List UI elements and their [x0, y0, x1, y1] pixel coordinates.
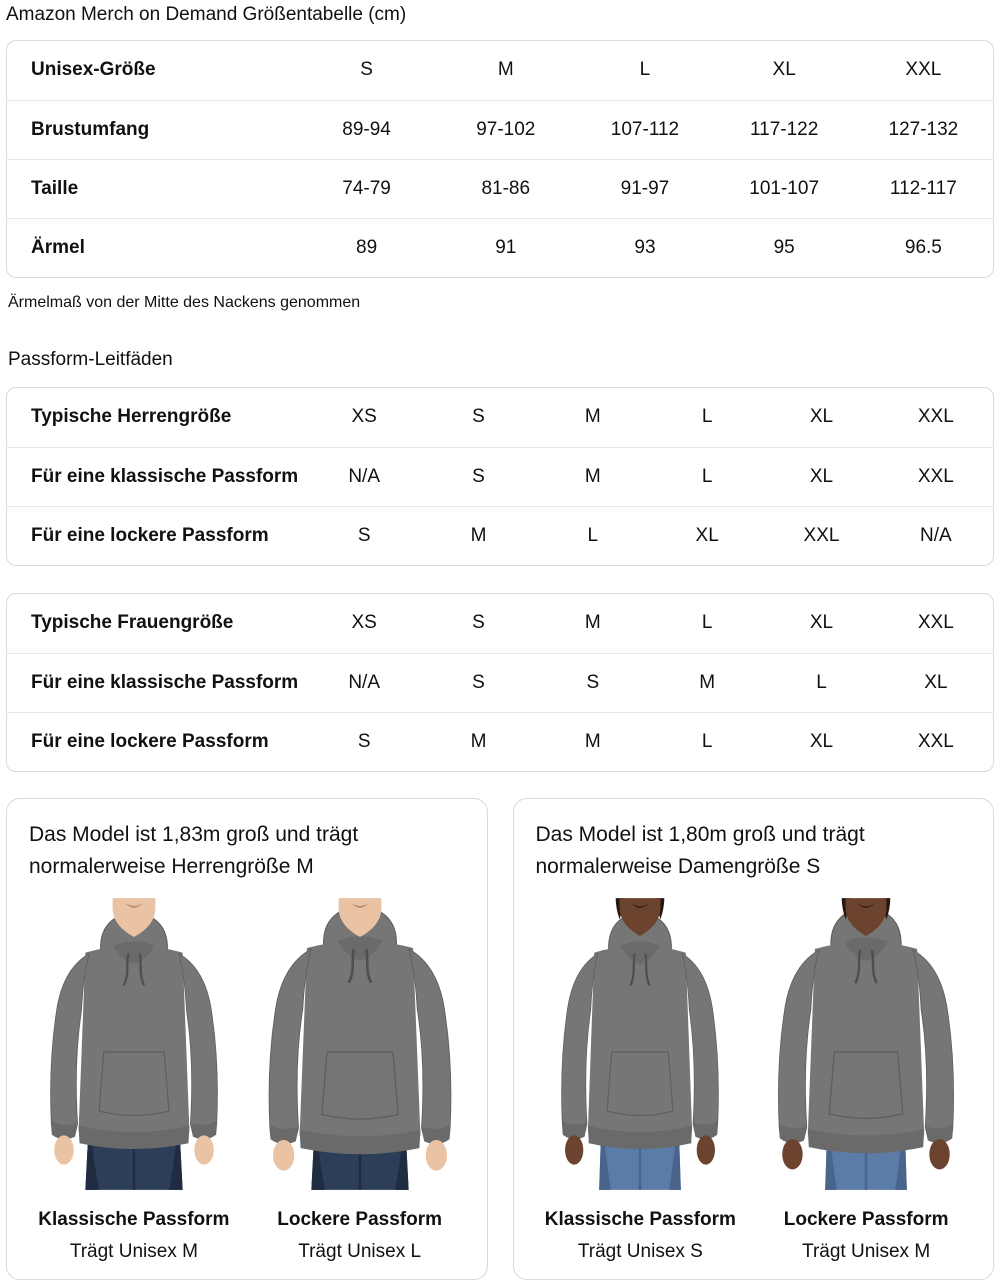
- model-description: Das Model ist 1,80m groß und trägt normalerweise Damengröße S: [535, 823, 865, 878]
- men-model-card: [6, 798, 488, 1280]
- size-value: S: [421, 447, 535, 506]
- size-value: M: [536, 712, 650, 771]
- fit-label: Lockere Passform: [277, 1209, 442, 1230]
- size-value: M: [497, 59, 514, 81]
- size-value: S: [307, 506, 421, 565]
- measurement-value: 74-79: [297, 159, 436, 218]
- size-value: L: [701, 406, 713, 428]
- fit-label: Lockere Passform: [783, 1209, 949, 1230]
- measurement-value: 107-112: [575, 100, 714, 159]
- measurement-value: 89: [297, 218, 436, 277]
- row-label: Für eine klassische Passform: [7, 447, 307, 506]
- size-value: L: [701, 612, 713, 634]
- table-row: [7, 159, 993, 218]
- table-row: [7, 100, 993, 159]
- fit-label: Klassische Passform: [38, 1209, 230, 1230]
- size-value: XL: [809, 612, 834, 634]
- size-value: N/A: [307, 447, 421, 506]
- size-value: XL: [879, 653, 993, 712]
- size-value: M: [650, 653, 764, 712]
- table-row: [7, 41, 993, 100]
- measurement-value: 81-86: [436, 159, 575, 218]
- measurement-value: 96.5: [854, 218, 993, 277]
- size-value: XXL: [917, 406, 954, 428]
- fit-guides-heading: Passform-Leitfäden: [8, 349, 173, 370]
- man-classic-fit-photo: [27, 891, 241, 1197]
- measurement-value: 117-122: [715, 100, 854, 159]
- woman-classic-fit-photo: [533, 891, 747, 1197]
- measurement-value: 91: [436, 218, 575, 277]
- size-value: XL: [764, 447, 878, 506]
- size-value: L: [536, 506, 650, 565]
- sleeve-measure-note: Ärmelmaß von der Mitte des Nackens genommen: [8, 294, 361, 311]
- row-label: Typische Frauengröße: [31, 612, 234, 634]
- row-label: Für eine lockere Passform: [7, 712, 307, 771]
- measurement-value: 95: [715, 218, 854, 277]
- size-value: M: [584, 406, 601, 428]
- size-value: S: [360, 59, 373, 81]
- model-cards-row: [6, 798, 994, 1282]
- size-value: XXL: [879, 447, 993, 506]
- size-value: XS: [351, 406, 377, 428]
- unisex-size-table: [6, 40, 994, 278]
- row-label: Taille: [7, 159, 297, 218]
- size-value: M: [421, 506, 535, 565]
- size-value: XL: [772, 59, 796, 81]
- row-label: Unisex-Größe: [31, 59, 156, 81]
- man-loose-fit-photo: [253, 891, 467, 1197]
- table-row: [7, 388, 993, 447]
- size-value: XL: [650, 506, 764, 565]
- table-row: [7, 712, 993, 771]
- row-label: Typische Herrengröße: [31, 406, 232, 428]
- worn-size-label: Trägt Unisex M: [802, 1241, 931, 1262]
- photo-classic-fit: [21, 891, 247, 1263]
- size-value: XS: [351, 612, 377, 634]
- measurement-value: 127-132: [854, 100, 993, 159]
- fit-label: Klassische Passform: [544, 1209, 736, 1230]
- size-value: L: [650, 712, 764, 771]
- size-value: XXL: [879, 712, 993, 771]
- size-value: XXL: [905, 59, 942, 81]
- table-row: [7, 506, 993, 565]
- measurement-value: 91-97: [575, 159, 714, 218]
- model-photos: [21, 891, 473, 1263]
- size-value: XL: [809, 406, 834, 428]
- worn-size-label: Trägt Unisex S: [577, 1241, 703, 1262]
- size-value: L: [764, 653, 878, 712]
- worn-size-label: Trägt Unisex M: [69, 1241, 198, 1262]
- men-fit-table: [6, 387, 994, 566]
- table-row: [7, 218, 993, 277]
- size-value: M: [421, 712, 535, 771]
- size-value: XL: [764, 712, 878, 771]
- table-row: [7, 653, 993, 712]
- size-value: L: [650, 447, 764, 506]
- measurement-value: 101-107: [715, 159, 854, 218]
- measurement-value: 89-94: [297, 100, 436, 159]
- photo-loose-fit: [247, 891, 473, 1263]
- row-label: Für eine lockere Passform: [7, 506, 307, 565]
- size-value: XXL: [917, 612, 954, 634]
- women-fit-table: [6, 593, 994, 772]
- size-value: S: [421, 653, 535, 712]
- size-value: S: [472, 612, 485, 634]
- row-label: Für eine klassische Passform: [7, 653, 307, 712]
- model-description: Das Model ist 1,83m groß und trägt normalerweise Herrengröße M: [29, 823, 359, 878]
- row-label: Brustumfang: [7, 100, 297, 159]
- size-value: L: [639, 59, 651, 81]
- table-row: [7, 594, 993, 653]
- measurement-value: 97-102: [436, 100, 575, 159]
- worn-size-label: Trägt Unisex L: [298, 1241, 422, 1262]
- size-value: N/A: [307, 653, 421, 712]
- size-value: S: [536, 653, 650, 712]
- size-value: S: [472, 406, 485, 428]
- size-value: M: [584, 612, 601, 634]
- size-value: S: [307, 712, 421, 771]
- photo-loose-fit: [753, 891, 979, 1263]
- size-value: M: [536, 447, 650, 506]
- size-value: XXL: [764, 506, 878, 565]
- row-label: Ärmel: [7, 218, 297, 277]
- size-value: N/A: [879, 506, 993, 565]
- woman-loose-fit-photo: [759, 891, 973, 1197]
- measurement-value: 93: [575, 218, 714, 277]
- model-photos: [528, 891, 980, 1263]
- page-title: Amazon Merch on Demand Größentabelle (cm): [6, 4, 407, 25]
- table-row: [7, 447, 993, 506]
- photo-classic-fit: [528, 891, 754, 1263]
- women-model-card: [513, 798, 995, 1280]
- measurement-value: 112-117: [854, 159, 993, 218]
